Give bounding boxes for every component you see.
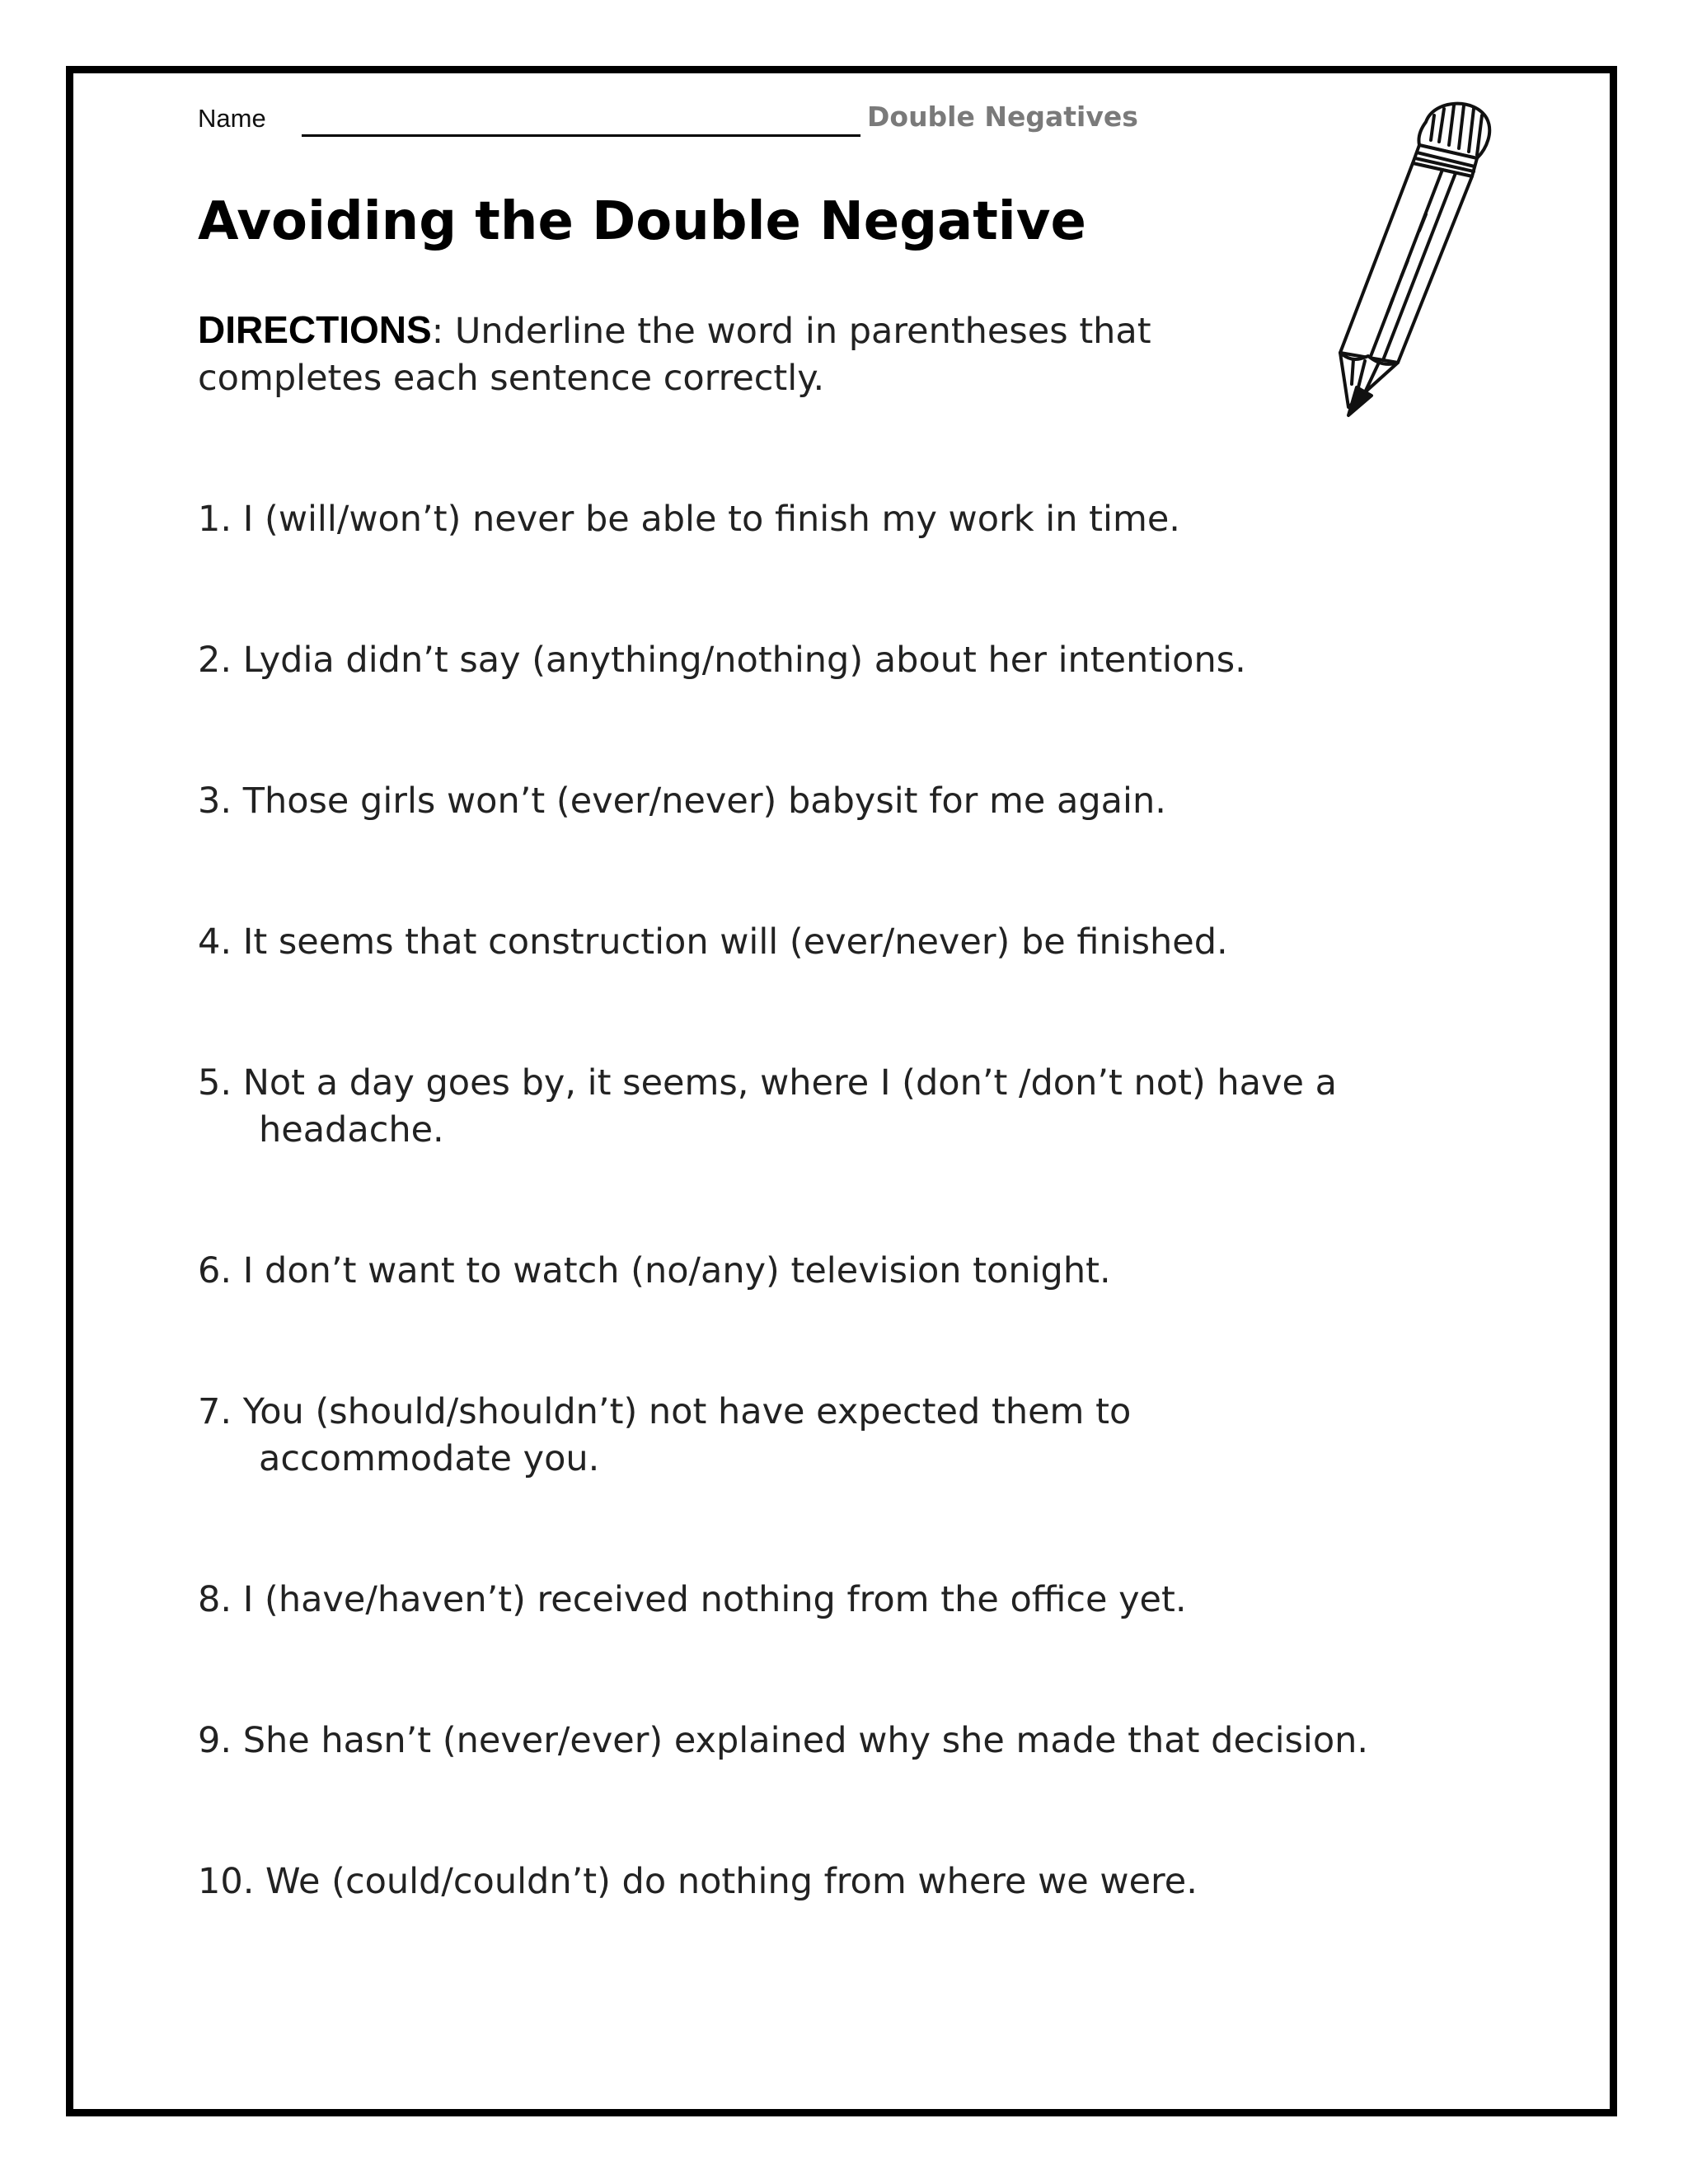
directions-text: : Underline the word in parentheses that completes each sentence correctly. (198, 311, 1151, 399)
question-text: 2. Lydia didn’t say (anything/nothing) about her intentions. (198, 640, 1246, 681)
name-field-line (302, 134, 860, 137)
question-text: 8. I (have/haven’t) received nothing from the office yet. (198, 1579, 1187, 1620)
question-text: 4. It seems that construction will (ever/never) be finished. (198, 921, 1228, 963)
question-1 (198, 496, 1484, 543)
question-text: 6. I don’t want to watch (no/any) television tonight. (198, 1250, 1111, 1291)
question-2 (198, 637, 1484, 684)
question-continuation: accommodate you. (259, 1438, 600, 1479)
question-7 (198, 1389, 1484, 1483)
question-text: 9. She hasn’t (never/ever) explained why she made that decision. (198, 1720, 1369, 1761)
question-text: 7. You (should/shouldn’t) not have expected them to (198, 1391, 1132, 1432)
name-label: Name (198, 104, 266, 133)
page-title: Avoiding the Double Negative (198, 191, 1086, 252)
directions-label: DIRECTIONS (198, 308, 432, 351)
question-8 (198, 1577, 1484, 1624)
pencil-icon (1311, 91, 1508, 420)
question-text: 5. Not a day goes by, it seems, where I (don’t /don’t not) have a (198, 1062, 1337, 1104)
worksheet-tag: Double Negatives (867, 101, 1138, 133)
question-5 (198, 1060, 1484, 1154)
question-text: 3. Those girls won’t (ever/never) babysit for me again. (198, 780, 1166, 822)
question-continuation: headache. (259, 1109, 444, 1151)
question-4 (198, 919, 1484, 966)
directions (198, 307, 1236, 402)
question-6 (198, 1248, 1484, 1295)
question-10 (198, 1858, 1484, 1905)
question-text: 1. I (will/won’t) never be able to finish my work in time. (198, 499, 1180, 540)
question-text: 10. We (could/couldn’t) do nothing from where we were. (198, 1861, 1198, 1902)
question-9 (198, 1718, 1484, 1765)
question-3 (198, 778, 1484, 825)
